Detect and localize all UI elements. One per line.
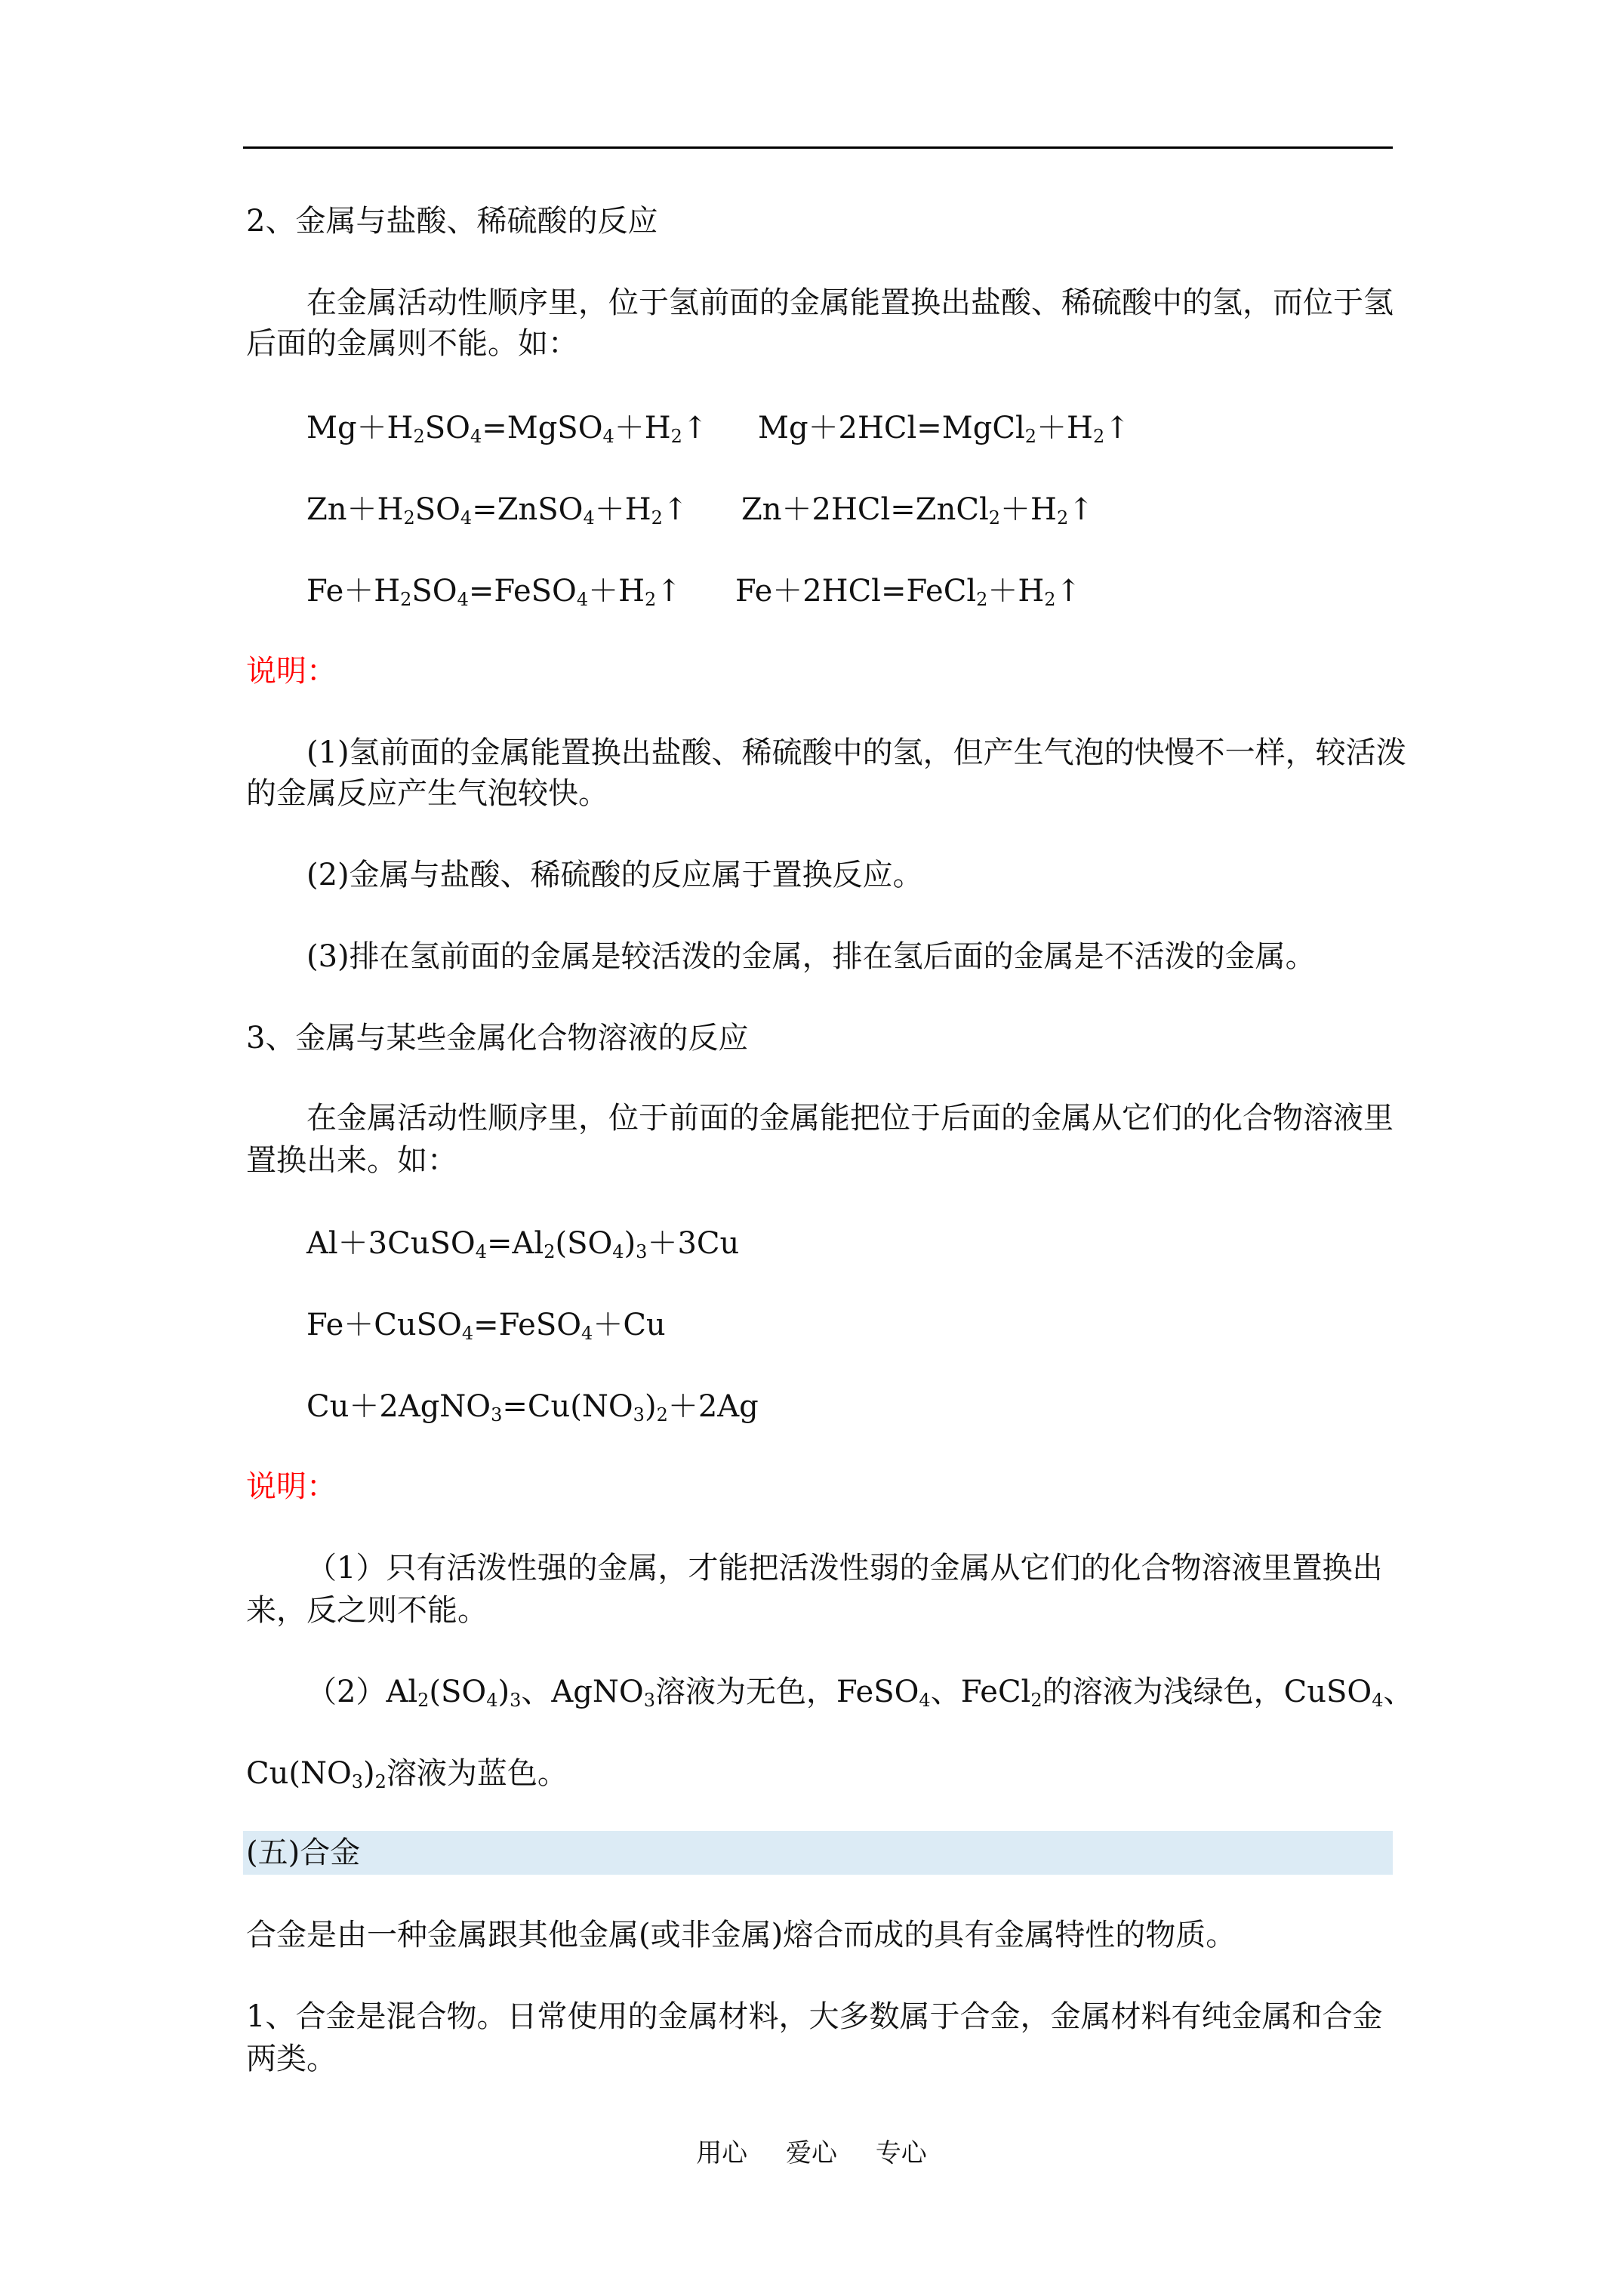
equation-fe-cuso4: Fe＋CuSO$_4$=FeSO$_4$＋Cu (306, 1308, 666, 1344)
section3-note2-line1: $(2)Al_2(SO_4)_3$、AgNO$_3$溶液为无色，FeSO$_4$、FeCl$_2$的溶液为浅绿色，CuSO$_4$、 (306, 1675, 1414, 1711)
section5-definition: 合金是由一种金属跟其他金属(或非金属)熔合而成的具有金属特性的物质。 (246, 1918, 1236, 1952)
section3-note-label: 说明： (246, 1469, 337, 1504)
section2-note2: (2)金属与盐酸、稀硫酸的反应属于置换反应。 (306, 858, 923, 892)
equation-mg-h2so4: $Mg+H_2SO_4=MgSO_4+H_2↑$ (306, 411, 708, 447)
equation-cu-agno3: $Cu+2AgNO_3=Cu(NO_3)_2+2Ag$ (306, 1389, 759, 1425)
footer-word-2: 爱心 (786, 2138, 837, 2168)
header-rule (243, 146, 1393, 149)
footer-word-3: 专心 (875, 2138, 927, 2168)
section2-note1-line2: 的金属反应产生气泡较快。 (246, 776, 608, 811)
section3-note1-line1: （1）只有活泼性强的金属，才能把活泼性弱的金属从它们的化合物溶液里置换出 (306, 1551, 1383, 1586)
section3-intro-line2: 置换出来。如： (246, 1143, 457, 1178)
section2-heading: 2、金属与盐酸、稀硫酸的反应 (246, 204, 658, 239)
section3-heading: 3、金属与某些金属化合物溶液的反应 (246, 1021, 749, 1056)
section2-intro-line1: 在金属活动性顺序里，位于氢前面的金属能置换出盐酸、稀硫酸中的氢，而位于氢 (306, 285, 1394, 320)
page-footer (0, 2137, 1623, 2170)
footer-word-1: 用心 (696, 2138, 748, 2168)
section5-point1-line2: 两类。 (246, 2042, 337, 2076)
equation-mg-hcl: $Mg+2HCl=MgCl_2+H_2↑$ (758, 411, 1130, 447)
equation-al-cuso4: $Al+3CuSO_4=Al_2(SO_4)_3+3Cu$ (306, 1226, 740, 1262)
equation-fe-hcl: $Fe+2HCl=FeCl_2+H_2↑$ (735, 574, 1082, 610)
section5-heading: (五)合金 (246, 1835, 361, 1870)
equation-zn-h2so4: $Zn+H_2SO_4=ZnSO_4+H_2↑$ (306, 492, 688, 529)
section3-note1-line2: 来，反之则不能。 (246, 1593, 488, 1628)
section5-heading-bar (243, 1831, 1393, 1875)
section5-point1-line1: 1、合金是混合物。日常使用的金属材料，大多数属于合金，金属材料有纯金属和合金 (246, 1999, 1383, 2034)
section3-note2-line2: $Cu(NO_3)_2$溶液为蓝色。 (246, 1756, 568, 1792)
equation-zn-hcl: $Zn+2HCl=ZnCl_2+H_2↑$ (741, 492, 1094, 529)
section2-note1-line1: (1)氢前面的金属能置换出盐酸、稀硫酸中的氢，但产生气泡的快慢不一样，较活泼 (306, 735, 1406, 770)
section2-note3: (3)排在氢前面的金属是较活泼的金属，排在氢后面的金属是不活泼的金属。 (306, 939, 1316, 974)
section2-intro-line2: 后面的金属则不能。如： (246, 326, 578, 361)
equation-fe-h2so4: $Fe+H_2SO_4=FeSO_4+H_2↑$ (306, 574, 682, 610)
section3-intro-line1: 在金属活动性顺序里，位于前面的金属能把位于后面的金属从它们的化合物溶液里 (306, 1101, 1394, 1136)
section2-note-label: 说明： (246, 654, 337, 689)
